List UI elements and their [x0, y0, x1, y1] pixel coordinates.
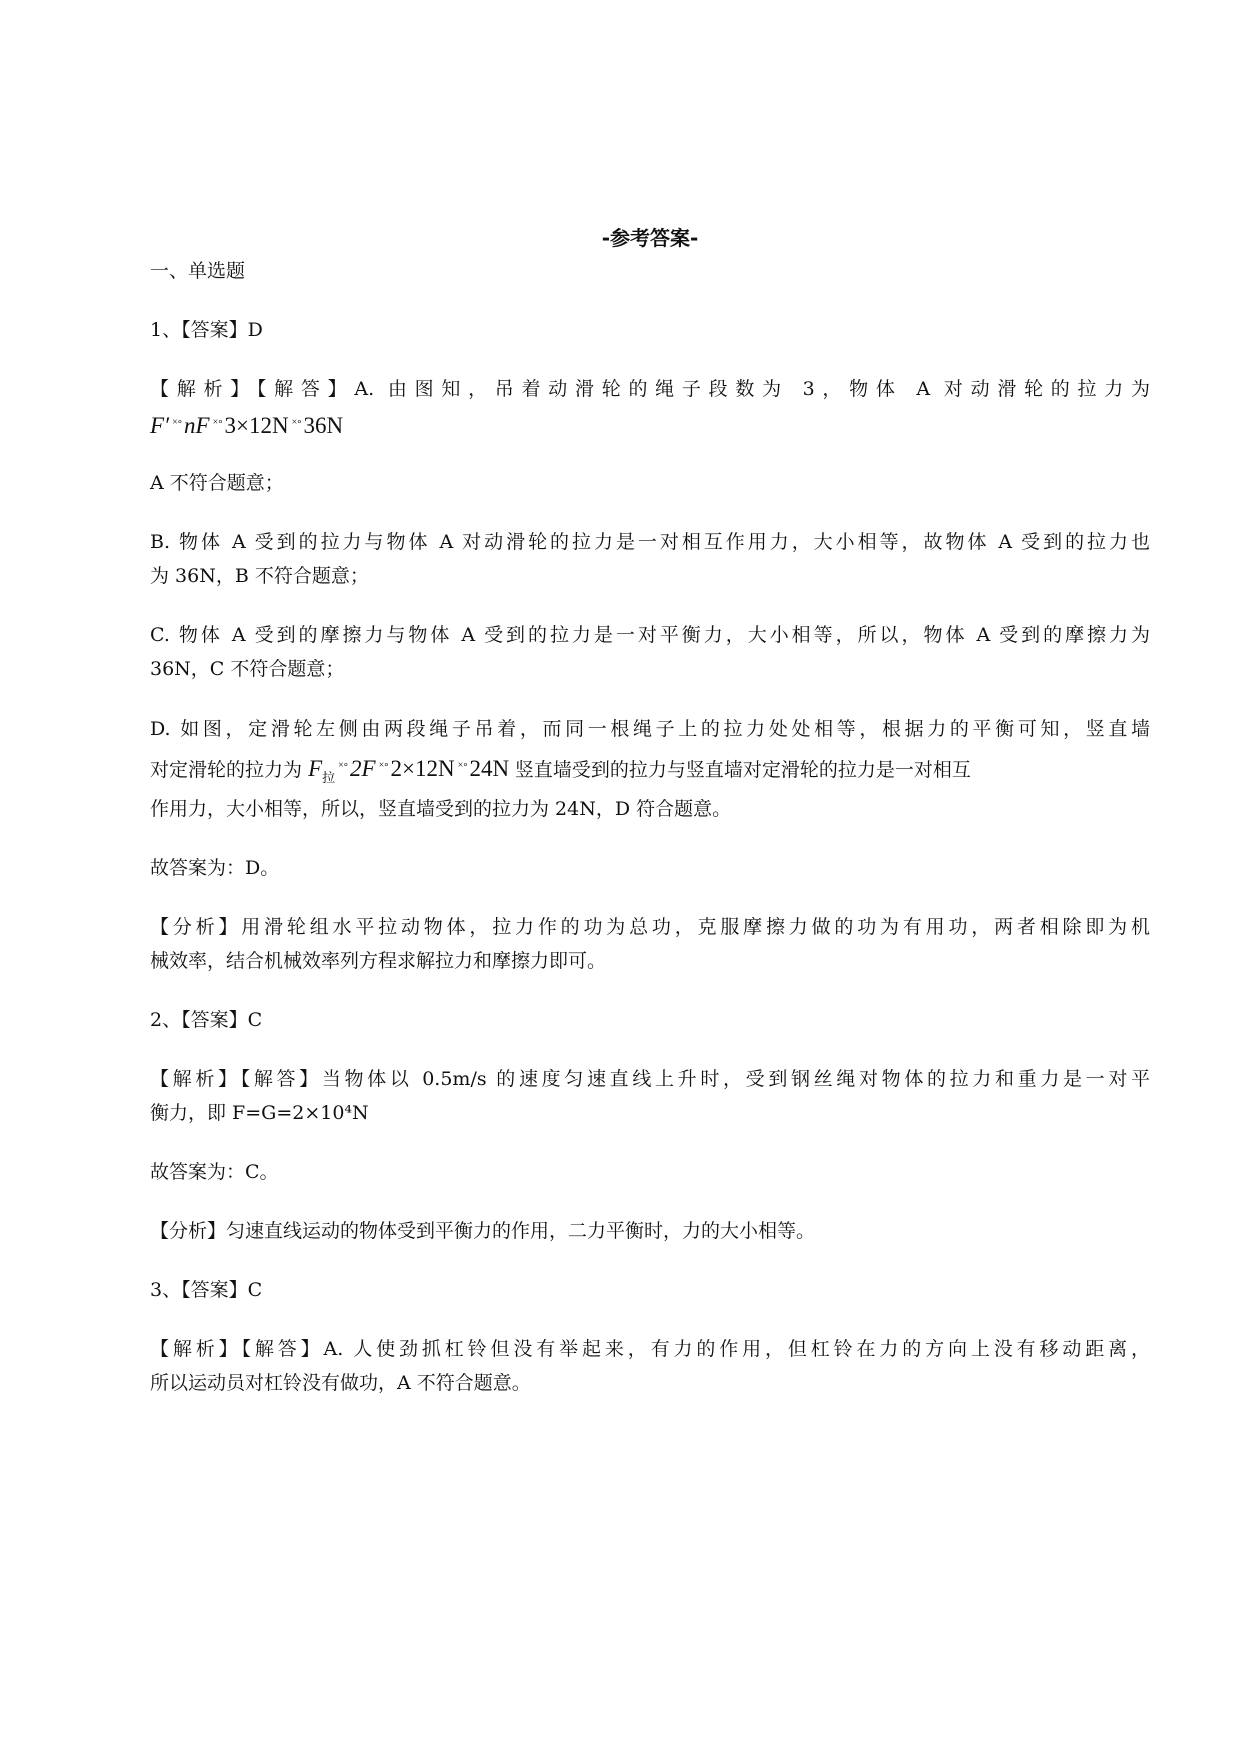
q1-formula-2 — [308, 756, 515, 786]
q1-answer: 1、【答案】D — [150, 319, 263, 341]
formula-term: 3×12N — [224, 413, 289, 438]
q3-analysis-line-1: 【解析】【解答】A. 人使劲抓杠铃但没有举起来，有力的作用，但杠铃在力的方向上没有移动距离， — [150, 1338, 1150, 1360]
q1-d-line-2 — [150, 753, 971, 792]
q2-fenxi: 【分析】匀速直线运动的物体受到平衡力的作用，二力平衡时，力的大小相等。 — [150, 1220, 816, 1242]
formula-subscript: 拉 — [322, 771, 336, 786]
q3-answer: 3、【答案】C — [150, 1279, 263, 1301]
equals-symbol: ×∘ — [172, 417, 182, 428]
formula-lhs: F′ — [150, 413, 170, 438]
equals-symbol: ×∘ — [212, 417, 223, 428]
q2-final: 故答案为：C。 — [150, 1161, 279, 1183]
q1-d-line-1: D. 如图，定滑轮左侧由两段绳子吊着，而同一根绳子上的拉力处处相等，根据力的平衡可知，竖直墙 — [150, 718, 1150, 740]
equals-symbol: ×∘ — [378, 760, 389, 771]
page-title: -参考答案- — [601, 226, 699, 250]
q2-analysis-line-2: 衡力，即 F=G=2×10⁴N — [150, 1102, 369, 1124]
d-line-2-suffix: 竖直墙受到的拉力与竖直墙对定滑轮的拉力是一对相互 — [514, 759, 971, 781]
section-heading: 一、单选题 — [150, 260, 246, 282]
formula-term: 2×12N — [390, 756, 455, 781]
equals-symbol: ×∘ — [291, 417, 302, 428]
q1-d-line-3: 作用力，大小相等，所以，竖直墙受到的拉力为 24N，D 符合题意。 — [150, 798, 732, 820]
q3-analysis-line-2: 所以运动员对杠铃没有做功，A 不符合题意。 — [150, 1372, 531, 1394]
formula-term: nF — [184, 413, 210, 438]
q1-formula — [150, 410, 343, 439]
formula-term: 2F — [350, 756, 376, 781]
q1-c-line-1: C. 物体 A 受到的摩擦力与物体 A 受到的拉力是一对平衡力，大小相等，所以，物体 A 受到的摩擦力为 — [150, 624, 1150, 646]
formula-term: 36N — [303, 413, 344, 438]
q2-answer: 2、【答案】C — [150, 1009, 263, 1031]
q1-b-line-2: 为 36N，B 不符合题意； — [150, 565, 369, 587]
d-line-2-prefix: 对定滑轮的拉力为 — [150, 759, 303, 781]
answer-page — [150, 0, 1150, 1754]
q2-analysis-line-1: 【解析】【解答】当物体以 0.5m/s 的速度匀速直线上升时，受到钢丝绳对物体的拉力和重力是一对平 — [150, 1068, 1150, 1090]
q1-a-conclusion: A 不符合题意； — [150, 472, 284, 494]
q1-fenxi-line-1: 【分析】用滑轮组水平拉动物体，拉力作的功为总功，克服摩擦力做的功为有用功，两者相除即为机 — [150, 916, 1150, 938]
equals-symbol: ×∘ — [457, 760, 468, 771]
q1-final: 故答案为：D。 — [150, 857, 280, 879]
q1-b-line-1: B. 物体 A 受到的拉力与物体 A 对动滑轮的拉力是一对相互作用力，大小相等，故物体 A 受到的拉力也 — [150, 531, 1150, 553]
q1-analysis-line-1: 【解析】【解答】A. 由图知，吊着动滑轮的绳子段数为 3，物体 A 对动滑轮的拉力为 — [150, 378, 1150, 400]
equals-symbol: ×∘ — [338, 760, 349, 771]
q1-fenxi-line-2: 械效率，结合机械效率列方程求解拉力和摩擦力即可。 — [150, 950, 607, 972]
formula-lhs: F — [308, 756, 323, 781]
formula-term: 24N — [469, 756, 510, 781]
q1-c-line-2: 36N，C 不符合题意； — [150, 658, 345, 680]
